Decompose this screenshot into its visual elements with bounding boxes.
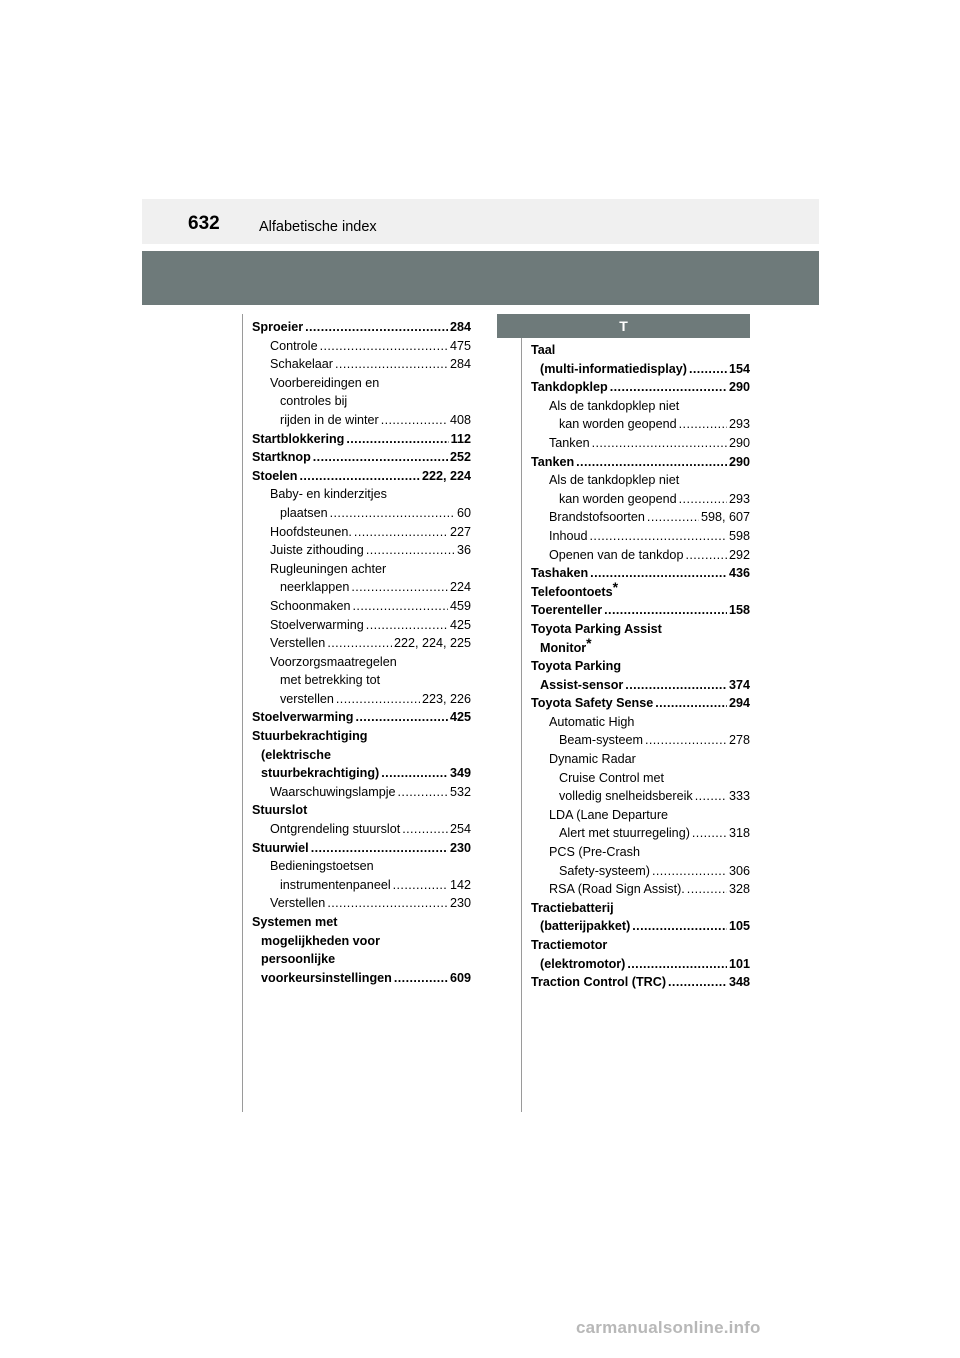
index-entry	[252, 708, 471, 727]
dot-leader	[327, 894, 448, 913]
index-entry	[252, 541, 471, 560]
index-entry-term: met betrekking tot	[280, 673, 381, 688]
index-entry-term: Stuurbekrachtiging	[252, 729, 368, 744]
index-entry-term: LDA (Lane Departure	[549, 807, 669, 822]
dot-leader	[689, 360, 727, 379]
index-entry	[531, 415, 750, 434]
index-entry	[252, 467, 471, 486]
dot-leader	[652, 862, 727, 881]
index-entry-term: Tractiebatterij	[531, 900, 614, 915]
index-entry	[252, 485, 471, 504]
index-entry-page: 222, 224, 225	[393, 636, 471, 651]
index-entry	[531, 973, 750, 992]
index-entry-term: (elektrische	[261, 747, 332, 762]
index-entry-term: (multi-informatiedisplay)	[540, 361, 687, 376]
index-column-right	[531, 341, 750, 992]
index-entry-page: 328	[728, 882, 750, 897]
watermark: carmanualsonline.info	[576, 1318, 761, 1337]
index-entry	[252, 913, 471, 932]
index-entry	[252, 597, 471, 616]
index-entry	[252, 616, 471, 635]
dot-leader	[366, 616, 448, 635]
index-entry	[531, 564, 750, 583]
index-entry-term: Openen van de tankdop	[549, 547, 684, 562]
index-entry	[531, 917, 750, 936]
index-entry-term: Inhoud	[549, 528, 588, 543]
index-entry	[252, 932, 471, 951]
index-entry	[531, 341, 750, 360]
index-entry-page: 222, 224	[421, 468, 471, 483]
index-entry	[531, 508, 750, 527]
footnote-star: *	[612, 578, 619, 595]
index-entry-page: 425	[449, 710, 471, 725]
index-entry-term: Controle	[270, 338, 318, 353]
index-entry-page: 292	[728, 547, 750, 562]
index-entry	[531, 843, 750, 862]
index-entry	[252, 411, 471, 430]
index-entry-term: Beam-systeem	[559, 733, 643, 748]
dot-leader	[336, 690, 420, 709]
index-entry-term: Juiste zithouding	[270, 543, 364, 558]
index-entry-term: Waarschuwingslampje	[270, 784, 396, 799]
index-entry-term: Tankdopklep	[531, 380, 608, 395]
index-entry-page: 112	[450, 431, 471, 446]
dot-leader	[685, 546, 727, 565]
index-entry-term: Ontgrendeling stuurslot	[270, 822, 401, 837]
dot-leader	[610, 378, 727, 397]
dot-leader	[687, 880, 727, 899]
dot-leader	[330, 504, 455, 523]
index-entry-term: Toyota Parking	[531, 659, 622, 674]
index-entry	[531, 490, 750, 509]
index-entry-term: Sproeier	[252, 320, 304, 334]
index-entry	[252, 894, 471, 913]
index-entry-page: 459	[449, 598, 471, 613]
index-entry-term: Schakelaar	[270, 357, 334, 372]
index-entry-term: Stoelen	[252, 468, 298, 483]
index-entry	[531, 527, 750, 546]
index-entry	[531, 694, 750, 713]
index-entry-term: neerklappen	[280, 580, 350, 595]
index-entry	[252, 820, 471, 839]
index-entry-term: Toyota Parking Assist	[531, 621, 662, 636]
index-entry-page: 294	[728, 696, 750, 711]
dot-leader	[393, 876, 448, 895]
index-entry-term: PCS (Pre-Crash	[549, 845, 640, 860]
section-title: Alfabetische index	[259, 219, 377, 235]
index-entry	[531, 601, 750, 620]
dot-leader	[402, 820, 448, 839]
index-entry	[531, 824, 750, 843]
index-entry	[531, 471, 750, 490]
index-entry-page: 290	[728, 380, 750, 395]
index-entry-page: 284	[449, 320, 471, 334]
page-header	[142, 199, 819, 244]
dot-leader	[692, 824, 727, 843]
index-entry	[252, 504, 471, 523]
index-entry-term: kan worden geopend	[559, 417, 677, 432]
dot-leader	[327, 634, 392, 653]
left-column-rule	[242, 314, 243, 1112]
index-entry	[252, 857, 471, 876]
index-entry-term: stuurbekrachtiging)	[261, 766, 380, 781]
dot-leader	[353, 597, 448, 616]
index-entry	[252, 634, 471, 653]
dot-leader	[695, 787, 727, 806]
index-entry-term: Stoelverwarming	[252, 710, 354, 725]
index-entry	[531, 378, 750, 397]
dot-leader	[346, 430, 448, 449]
index-entry-term: Bedieningstoetsen	[270, 859, 374, 874]
index-entry	[252, 374, 471, 393]
index-entry	[531, 787, 750, 806]
index-entry	[531, 620, 750, 639]
index-entry-term: RSA (Road Sign Assist).	[549, 882, 685, 897]
dot-leader	[381, 764, 448, 783]
index-entry-term: Assist-sensor	[540, 677, 624, 692]
index-entry-page: 293	[728, 491, 750, 506]
dot-leader	[668, 973, 727, 992]
index-entry	[531, 731, 750, 750]
index-entry-page: 306	[728, 863, 750, 878]
index-entry-term: Taal	[531, 343, 556, 357]
index-entry-page: 60	[456, 505, 471, 520]
index-entry-term: (batterijpakket)	[540, 919, 631, 934]
index-entry	[531, 899, 750, 918]
index-entry-page: 293	[728, 417, 750, 432]
dot-leader	[313, 448, 448, 467]
dot-leader	[366, 541, 455, 560]
index-entry-term: volledig snelheidsbereik	[559, 789, 693, 804]
index-entry-term: Toerenteller	[531, 603, 603, 618]
index-entry	[531, 676, 750, 695]
index-entry-page: 598, 607	[700, 510, 750, 525]
index-entry-term: kan worden geopend	[559, 491, 677, 506]
index-entry-term: Startblokkering	[252, 431, 345, 446]
index-entry	[252, 969, 471, 988]
header-band	[142, 251, 819, 305]
index-entry	[252, 448, 471, 467]
index-entry-page: 532	[449, 784, 471, 799]
index-entry	[252, 746, 471, 765]
index-entry-page: 290	[728, 435, 750, 450]
dot-leader	[655, 694, 727, 713]
index-entry	[531, 955, 750, 974]
dot-leader	[355, 708, 448, 727]
index-entry-term: Telefoontoets*	[531, 578, 619, 599]
index-entry-term: Tanken	[531, 454, 575, 469]
index-entry-page: 290	[728, 454, 750, 469]
index-entry-page: 36	[456, 543, 471, 558]
index-entry-term: Voorzorgsmaatregelen	[270, 654, 397, 669]
index-entry-page: 254	[449, 822, 471, 837]
index-entry-term: voorkeursinstellingen	[261, 970, 392, 985]
dot-leader	[354, 523, 448, 542]
dot-leader	[305, 318, 448, 337]
index-entry-term: persoonlijke	[261, 952, 336, 967]
dot-leader	[679, 490, 727, 509]
index-entry	[531, 862, 750, 881]
index-entry-page: 475	[449, 338, 471, 353]
index-entry-page: 223, 226	[421, 691, 471, 706]
index-entry	[252, 653, 471, 672]
index-entry-term: Alert met stuurregeling)	[559, 826, 690, 841]
index-entry	[252, 783, 471, 802]
index-entry-page: 609	[449, 970, 471, 985]
dot-leader	[311, 839, 448, 858]
index-entry	[252, 839, 471, 858]
index-entry-page: 349	[449, 766, 471, 781]
index-entry-term: Als de tankdopklep niet	[549, 398, 680, 413]
index-entry	[531, 453, 750, 472]
dot-leader	[592, 434, 727, 453]
index-entry-page: 436	[728, 566, 750, 581]
index-entry-page: 348	[728, 975, 750, 990]
index-entry-term: Toyota Safety Sense	[531, 696, 654, 711]
index-entry-term: verstellen	[280, 691, 334, 706]
index-entry-term: mogelijkheden voor	[261, 933, 380, 948]
index-entry-page: 333	[728, 789, 750, 804]
dot-leader	[645, 731, 727, 750]
index-entry-term: Safety-systeem)	[559, 863, 650, 878]
index-entry	[252, 690, 471, 709]
index-entry-term: Verstellen	[270, 636, 326, 651]
index-entry-page: 101	[728, 956, 750, 971]
right-column-rule	[521, 314, 522, 1112]
index-entry-term: controles bij	[280, 394, 348, 409]
dot-leader	[335, 355, 448, 374]
index-entry-term: Startknop	[252, 450, 311, 465]
dot-leader	[576, 453, 727, 472]
dot-leader	[627, 955, 727, 974]
index-entry	[252, 950, 471, 969]
index-entry-page: 374	[728, 677, 750, 692]
index-entry-term: instrumentenpaneel	[280, 877, 391, 892]
index-entry	[252, 430, 471, 449]
index-entry	[531, 713, 750, 732]
index-entry-term: Voorbereidingen en	[270, 375, 380, 390]
index-entry-page: 278	[728, 733, 750, 748]
dot-leader	[381, 411, 448, 430]
index-entry	[531, 750, 750, 769]
index-column-left	[252, 318, 471, 987]
index-entry-page: 230	[449, 896, 471, 911]
index-entry	[531, 397, 750, 416]
index-entry	[531, 578, 750, 602]
index-entry-term: Verstellen	[270, 896, 326, 911]
page-number: 632	[188, 213, 220, 234]
index-entry	[252, 727, 471, 746]
index-entry-page: 158	[728, 603, 750, 618]
index-entry	[531, 806, 750, 825]
index-entry	[531, 657, 750, 676]
index-entry-term: Tashaken	[531, 566, 589, 581]
dot-leader	[625, 676, 727, 695]
dot-leader	[398, 783, 448, 802]
index-entry-page: 425	[449, 617, 471, 632]
index-entry-page: 224	[449, 580, 471, 595]
index-entry-term: Baby- en kinderzitjes	[270, 487, 387, 502]
index-entry-page: 230	[449, 840, 471, 855]
index-entry	[252, 337, 471, 356]
index-entry-term: Schoonmaken	[270, 598, 351, 613]
index-entry	[252, 671, 471, 690]
footnote-star: *	[586, 634, 592, 651]
index-entry-term: Automatic High	[549, 714, 635, 729]
index-entry	[531, 434, 750, 453]
index-entry-term: Stoelverwarming	[270, 617, 364, 632]
index-entry-page: 252	[449, 450, 471, 465]
index-entry-term: Systemen met	[252, 915, 338, 929]
index-entry-term: Brandstofsoorten	[549, 510, 645, 525]
index-entry	[531, 769, 750, 788]
index-entry-page: 227	[449, 524, 471, 539]
index-entry-term: plaatsen	[280, 505, 328, 520]
index-entry	[531, 360, 750, 379]
index-entry-term: Tanken	[549, 435, 590, 450]
index-entry-page: 142	[449, 877, 471, 892]
dot-leader	[320, 337, 448, 356]
index-entry	[252, 876, 471, 895]
dot-leader	[394, 969, 448, 988]
index-entry-term: (elektromotor)	[540, 956, 626, 971]
index-entry-term: rijden in de winter	[280, 412, 379, 427]
index-entry	[252, 355, 471, 374]
index-entry-page: 408	[449, 412, 471, 427]
index-entry	[531, 880, 750, 899]
letter-heading: T	[497, 314, 750, 338]
dot-leader	[590, 527, 727, 546]
index-entry-page: 154	[728, 361, 750, 376]
index-entry-term: Cruise Control met	[559, 770, 664, 785]
dot-leader	[300, 467, 420, 486]
index-entry-term: Tractiemotor	[531, 938, 608, 952]
index-entry-term: Monitor*	[540, 634, 592, 655]
index-entry-page: 318	[728, 826, 750, 841]
index-entry	[252, 801, 471, 820]
index-entry	[531, 546, 750, 565]
index-entry-page: 284	[449, 357, 471, 372]
dot-leader	[351, 578, 448, 597]
dot-leader	[647, 508, 699, 527]
index-entry-term: Als de tankdopklep niet	[549, 473, 680, 488]
index-entry-term: Stuurslot	[252, 803, 308, 818]
index-entry-term: Hoofdsteunen.	[270, 524, 352, 539]
dot-leader	[590, 564, 727, 583]
index-entry	[252, 764, 471, 783]
index-entry	[252, 560, 471, 579]
index-entry	[252, 523, 471, 542]
dot-leader	[604, 601, 727, 620]
index-entry	[252, 392, 471, 411]
index-entry	[531, 936, 750, 955]
index-entry	[252, 578, 471, 597]
index-entry-term: Traction Control (TRC)	[531, 975, 667, 990]
dot-leader	[632, 917, 727, 936]
index-entry	[531, 634, 750, 658]
index-entry-page: 105	[728, 919, 750, 934]
index-entry-term: Rugleuningen achter	[270, 561, 387, 576]
dot-leader	[679, 415, 727, 434]
index-entry-term: Dynamic Radar	[549, 752, 636, 767]
index-entry-page: 598	[728, 528, 750, 543]
index-entry-term: Stuurwiel	[252, 840, 309, 855]
index-entry	[252, 318, 471, 337]
